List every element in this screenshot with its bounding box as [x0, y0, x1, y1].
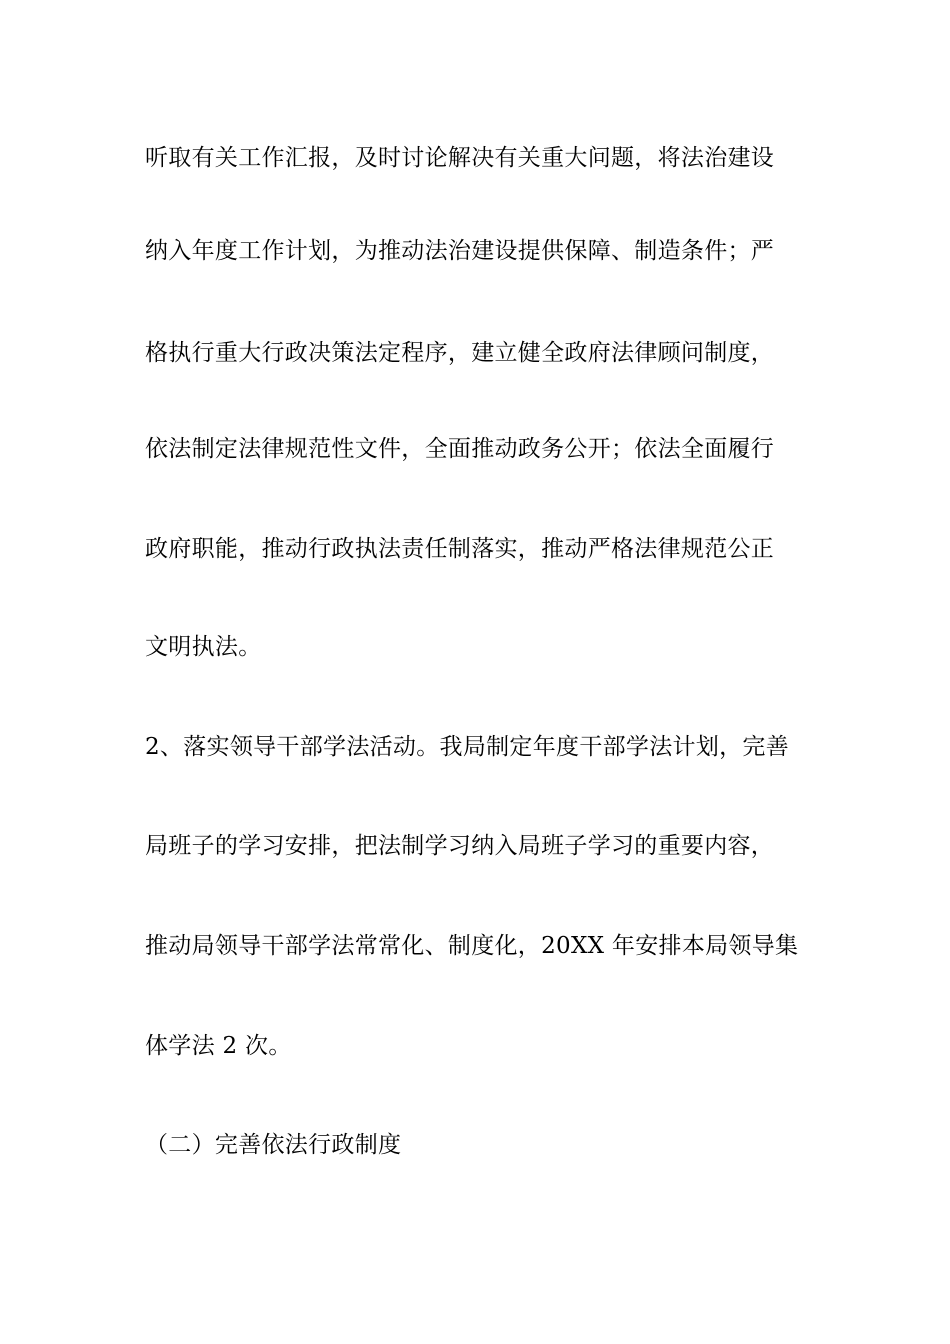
paragraph-line-7: 2、落实领导干部学法活动。我局制定年度干部学法计划，完善	[145, 734, 790, 760]
section-heading: （二）完善依法行政制度	[145, 1132, 402, 1158]
paragraph-line-8: 局班子的学习安排，把法制学习纳入局班子学习的重要内容，	[145, 833, 775, 859]
paragraph-line-2: 纳入年度工作计划，为推动法治建设提供保障、制造条件；严	[145, 238, 775, 264]
paragraph-line-9: 推动局领导干部学法常常化、制度化，20XX 年安排本局领导集	[145, 933, 799, 959]
paragraph-line-10: 体学法 2 次。	[145, 1033, 292, 1059]
paragraph-line-5: 政府职能，推动行政执法责任制落实，推动严格法律规范公正	[145, 536, 775, 562]
paragraph-line-1: 听取有关工作汇报，及时讨论解决有关重大问题，将法治建设	[145, 145, 775, 171]
paragraph-line-6: 文明执法。	[145, 634, 262, 660]
paragraph-line-4: 依法制定法律规范性文件，全面推动政务公开；依法全面履行	[145, 436, 775, 462]
paragraph-line-3: 格执行重大行政决策法定程序，建立健全政府法律顾问制度，	[145, 340, 775, 366]
